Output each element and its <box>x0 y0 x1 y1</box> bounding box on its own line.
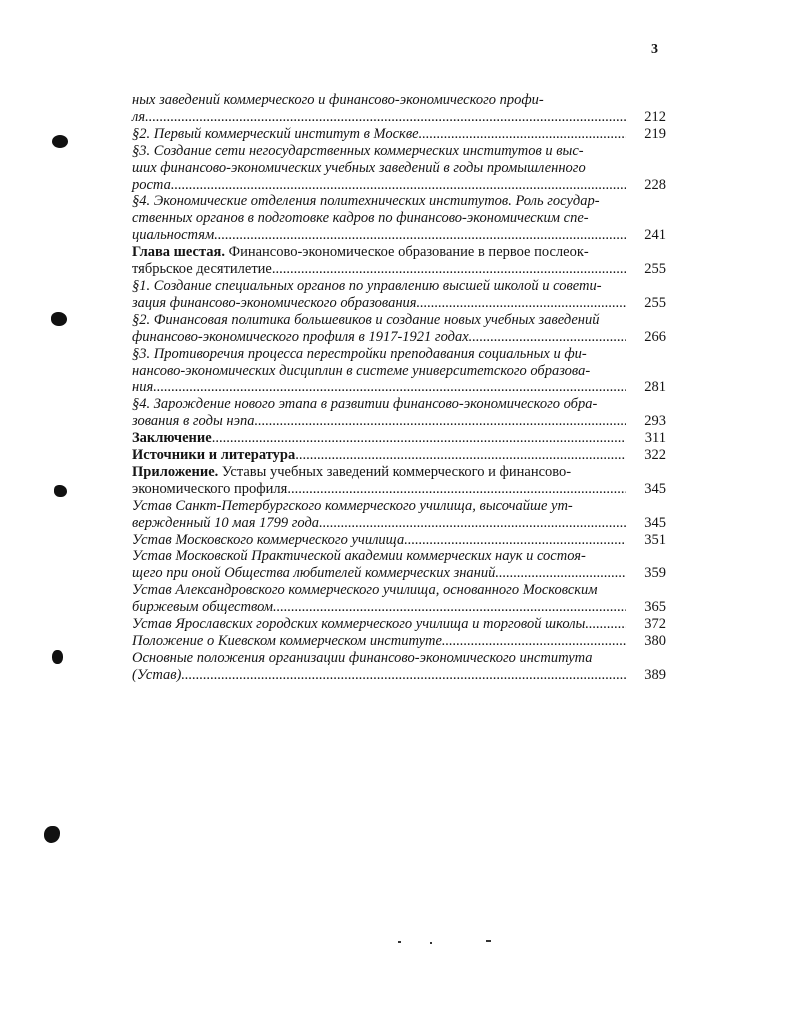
toc-page-number: 281 <box>644 379 666 396</box>
toc-page-number: 351 <box>644 531 666 548</box>
toc-page-number: 255 <box>644 294 666 311</box>
toc-entry-text: Уставы учебных заведений коммерческого и финансово- <box>221 463 572 480</box>
toc-entry <box>132 278 666 312</box>
leader-dots <box>214 227 626 244</box>
toc-page-number: 345 <box>644 514 666 531</box>
toc-page-number: 345 <box>644 480 666 497</box>
toc-entry <box>132 532 666 549</box>
toc-entry-text: §2. Финансовая политика большевиков и создание новых учебных заведений <box>132 311 600 328</box>
leader-dots <box>469 329 626 346</box>
toc-entry-text: §3. Противоречия процесса перестройки преподавания социальных и фи- <box>132 345 587 362</box>
leader-dots <box>153 379 626 396</box>
toc-entry <box>132 346 666 397</box>
toc-entry-tail: Источники и литература <box>132 447 296 464</box>
toc-entry-text: ственных органов в подготовке кадров по финансово-экономическим спе- <box>132 210 589 227</box>
leader-dots <box>417 295 626 312</box>
toc-page-number: 380 <box>644 633 666 649</box>
leader-dots <box>585 616 626 633</box>
toc-entry <box>132 244 666 278</box>
toc-entry-text: нансово-экономических дисциплин в системе университетского образова- <box>132 362 591 379</box>
page-number: 3 <box>651 42 658 57</box>
toc-entry-tail: вержденный 10 мая 1799 года <box>132 514 320 531</box>
toc-entry <box>132 447 666 464</box>
toc-entry-tail: §2. Первый коммерческий институт в Москве <box>132 125 419 142</box>
toc-page-number: 372 <box>644 616 666 633</box>
toc-entry-text: Основные положения организации финансово-экономического института <box>132 649 593 666</box>
binder-hole-mark <box>52 650 63 664</box>
leader-dots <box>495 565 626 582</box>
toc-entry-tail: Заключение <box>132 430 212 447</box>
toc-entry-text: §3. Создание сети негосударственных коммерческих институтов и выс- <box>132 142 584 159</box>
toc-entry <box>132 92 666 126</box>
toc-entry-text: §4. Экономические отделения политехнических институтов. Роль государ- <box>132 193 600 210</box>
binder-hole-mark <box>44 826 60 843</box>
toc-page-number: 311 <box>644 430 666 447</box>
leader-dots <box>254 413 626 430</box>
leader-dots <box>295 447 626 464</box>
toc-entry-tail: биржевым обществом <box>132 599 274 616</box>
scan-speck <box>398 941 401 943</box>
table-of-contents <box>132 92 666 684</box>
leader-dots <box>171 177 626 194</box>
appendix-heading: Приложение. <box>132 463 219 480</box>
toc-entry <box>132 548 666 582</box>
toc-entry <box>132 582 666 616</box>
toc-entry-tail: Устав Московского коммерческого училища <box>132 531 405 548</box>
binder-hole-mark <box>51 312 67 326</box>
toc-entry <box>132 498 666 532</box>
toc-entry-text: ных заведений коммерческого и финансово-экономического профи- <box>132 92 544 108</box>
toc-entry-text: §4. Зарождение нового этапа в развитии финансово-экономического обра- <box>132 396 598 413</box>
toc-entry-text: Устав Санкт-Петербургского коммерческого училища, высочайше ут- <box>132 497 573 514</box>
toc-entry-tail: зация финансово-экономического образования <box>132 294 417 311</box>
scan-speck <box>486 940 491 942</box>
leader-dots <box>212 430 626 447</box>
leader-dots <box>319 515 626 532</box>
leader-dots <box>145 109 626 126</box>
leader-dots <box>404 532 626 549</box>
leader-dots <box>287 481 626 498</box>
toc-entry <box>132 193 666 244</box>
chapter-heading: Глава шестая. <box>132 244 225 261</box>
toc-entry-tail: ля <box>132 108 146 125</box>
toc-entry-text: Финансово-экономическое образование в первое послеок- <box>228 244 589 261</box>
leader-dots <box>181 667 626 684</box>
toc-page-number: 359 <box>644 565 666 582</box>
toc-entry <box>132 650 666 684</box>
scan-speck <box>430 942 432 944</box>
toc-entry <box>132 430 666 447</box>
toc-entry <box>132 633 666 650</box>
toc-entry-tail: зования в годы нэпа <box>132 413 255 430</box>
toc-entry-text: Устав Александровского коммерческого училища, основанного Московским <box>132 582 598 599</box>
toc-page-number: 219 <box>644 125 666 142</box>
leader-dots <box>273 599 626 616</box>
leader-dots <box>419 126 626 143</box>
toc-entry-tail: финансово-экономического профиля в 1917-1921 годах <box>132 328 469 345</box>
toc-entry-tail: экономического профиля <box>132 480 288 497</box>
leader-dots <box>272 261 626 278</box>
toc-page-number: 365 <box>644 599 666 616</box>
toc-page-number: 389 <box>644 666 666 683</box>
binder-hole-mark <box>52 135 68 148</box>
toc-page-number: 322 <box>644 447 666 464</box>
toc-entry-tail: (Устав) <box>132 666 182 683</box>
toc-page-number: 241 <box>644 227 666 244</box>
toc-entry <box>132 126 666 143</box>
toc-page-number: 266 <box>644 328 666 345</box>
toc-entry-tail: циальностям <box>132 227 215 244</box>
toc-entry <box>132 464 666 498</box>
toc-entry-text: ших финансово-экономических учебных заведений в годы промышленного <box>132 159 586 176</box>
toc-entry-text: §1. Создание специальных органов по управлению высшей школой и совети- <box>132 277 602 294</box>
toc-entry-tail: роста <box>132 176 171 193</box>
toc-entry-tail: Устав Ярославских городских коммерческого училища и торговой школы <box>132 616 586 633</box>
toc-entry <box>132 396 666 430</box>
toc-entry <box>132 143 666 194</box>
toc-entry-tail: Положение о Киевском коммерческом институте <box>132 633 442 649</box>
toc-page-number: 212 <box>644 108 666 125</box>
toc-entry <box>132 616 666 633</box>
binder-hole-mark <box>54 485 67 497</box>
toc-entry-tail: ния <box>132 379 154 396</box>
toc-page-number: 293 <box>644 413 666 430</box>
toc-entry-text: Устав Московской Практической академии коммерческих наук и состоя- <box>132 548 586 565</box>
toc-page-number: 228 <box>644 176 666 193</box>
toc-entry-tail: щего при оной Общества любителей коммерческих знаний <box>132 565 496 582</box>
toc-entry <box>132 312 666 346</box>
toc-entry-tail: тябрьское десятилетие <box>132 261 272 278</box>
leader-dots <box>442 633 626 650</box>
toc-page-number: 255 <box>644 261 666 278</box>
